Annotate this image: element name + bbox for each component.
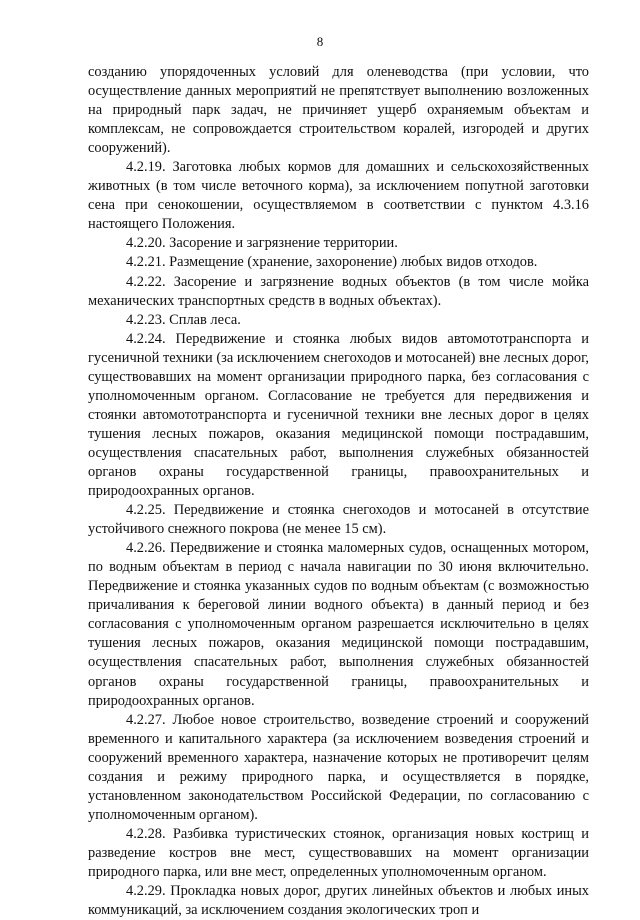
paragraph-4-2-29: 4.2.29. Прокладка новых дорог, других линейных объектов и любых иных коммуникаций, за исключением создания экологических троп и [88, 883, 589, 919]
paragraph-4-2-22: 4.2.22. Засорение и загрязнение водных объектов (в том числе мойка механических транспортных средств в водных объектах). [88, 273, 589, 309]
paragraph-4-2-20: 4.2.20. Засорение и загрязнение территории. [126, 235, 398, 252]
document-body [88, 63, 589, 920]
paragraph-4-2-25: 4.2.25. Передвижение и стоянка снегоходов и мотосаней в отсутствие устойчивого снежного покрова (не менее 15 см). [88, 502, 589, 538]
paragraph-4-2-23: 4.2.23. Сплав леса. [126, 311, 241, 328]
page-number: 8 [316, 34, 324, 49]
paragraph-4-2-27: 4.2.27. Любое новое строительство, возведение строений и сооружений временного и капитального характера (за исключением возведения строений и сооружений временного характера, назначение которых не противоречит целям создания и режиму природного парка, и осуществляется в порядке, установленном законодательством Российской Федерации, по согласованию с уполномоченным органом). [88, 711, 589, 823]
paragraph-4-2-19: 4.2.19. Заготовка любых кормов для домашних и сельскохозяйственных животных (в том числе веточного корма), за исключением попутной заготовки сена при сенокошении, осуществляемом в соответствии с пунктом 4.3.16 настоящего Положения. [88, 159, 589, 233]
paragraph-4-2-24: 4.2.24. Передвижение и стоянка любых видов автомототранспорта и гусеничной техники (за исключением снегоходов и мотосаней) вне лесных дорог, существовавших на момент организации природного парка, без согласования с уполномоченным органом. Согласование не требуется для передвижения и стоянки автомототранспорта и гусеничной техники вне лесных дорог в целях тушения лесных пожаров, оказания медицинской помощи пострадавшим, осуществления спасательных работ, выполнения служебных обязанностей органов охраны государственной границы, правоохранительных и природоохранных органов. [88, 330, 589, 500]
paragraph-4-2-21: 4.2.21. Размещение (хранение, захоронение) любых видов отходов. [126, 254, 538, 271]
paragraph-continuation: созданию упорядоченных условий для оленеводства (при условии, что осуществление данных мероприятий не препятствует выполнению возложенных на природный парк задач, не причиняет ущерб охраняемым объектам и комплексам, не сопровождается строительством коралей, изгородей и других сооружений). [88, 64, 589, 157]
paragraph-4-2-26: 4.2.26. Передвижение и стоянка маломерных судов, оснащенных мотором, по водным объектам в период с начала навигации по 30 июня включительно. Передвижение и стоянка указанных судов по водным объектам (с возможностью причаливания к береговой линии водного объекта) в данный период и без согласования с уполномоченным органом разрешается исключительно в целях тушения лесных пожаров, оказания медицинской помощи пострадавшим, осуществления спасательных работ, выполнения служебных обязанностей органов охраны государственной границы, правоохранительных и природоохранных органов. [88, 540, 589, 709]
paragraph-4-2-28: 4.2.28. Разбивка туристических стоянок, организация новых кострищ и разведение костров вне мест, существовавших на момент организации природного парка, или вне мест, определенных уполномоченным органом. [88, 825, 589, 880]
